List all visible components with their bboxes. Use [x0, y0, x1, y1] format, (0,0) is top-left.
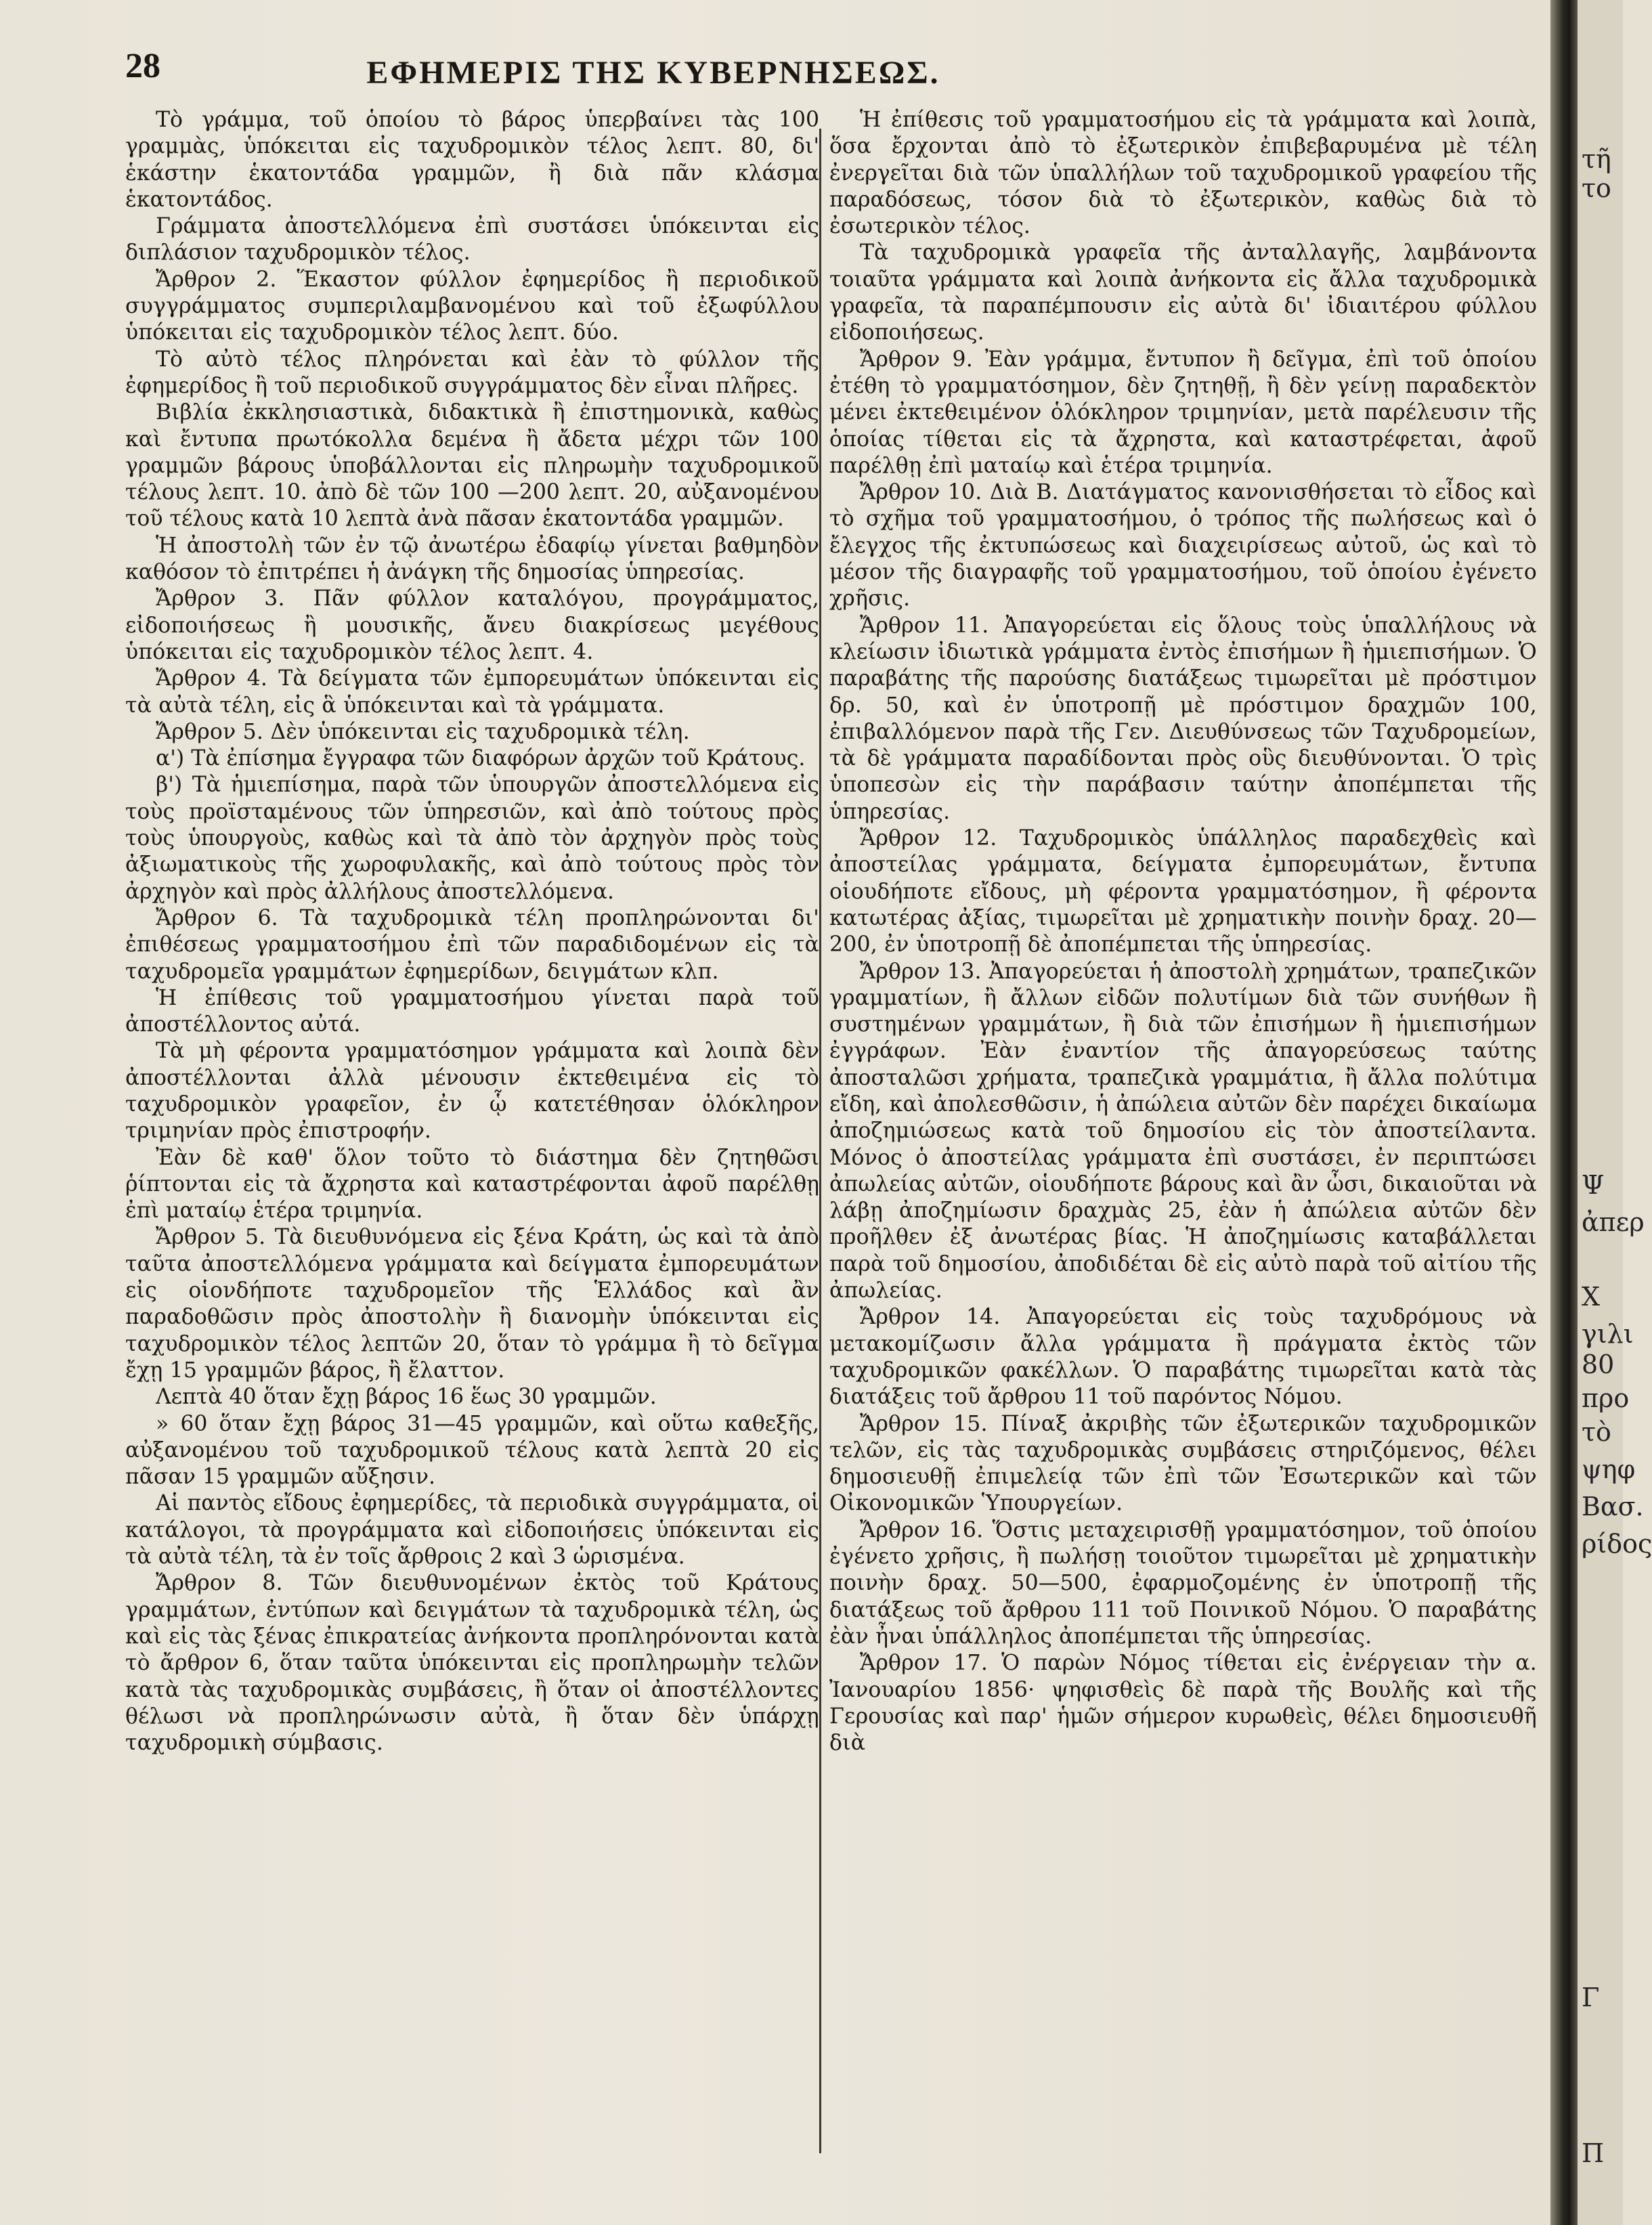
edge-fragment: τὸ [1582, 1417, 1611, 1447]
left-paragraph: Ἡ ἐπίθεσις τοῦ γραμματοσήμου γίνεται παρὰ τοῦ ἀποστέλλοντος αὐτά. [125, 985, 819, 1037]
article-17: Ἄρθρον 17. Ὁ παρὼν Νόμος τίθεται εἰς ἐνέργειαν τὴν α. Ἰανουαρίου 1856· ψηφισθεὶς δὲ παρὰ τῆς Βουλῆς καὶ τῆς Γερουσίας καὶ παρ' ἡμῶν σήμερον κυρωθεὶς, θέλει δημοσιευθῆ διὰ [829, 1651, 1537, 1756]
edge-fragment: Π [1582, 2138, 1605, 2168]
article-5: Ἄρθρον 5. Δὲν ὑπόκεινται εἰς ταχυδρομικὰ τέλη. [156, 719, 690, 744]
rate-line-60: » 60 ὅταν ἔχῃ βάρος 31—45 γραμμῶν, καὶ οὕτω καθεξῆς, αὐξανομένου τοῦ ταχυδρομικοῦ τέλους κατὰ λεπτὰ 20 εἰς πᾶσαν 15 γραμμῶν αὔξησιν. [125, 1411, 819, 1490]
edge-fragment: ἀπερ [1582, 1207, 1645, 1237]
article-13: Ἄρθρον 13. Ἀπαγορεύεται ἡ ἀποστολὴ χρημάτων, τραπεζικῶν γραμματίων, ἢ ἄλλων εἰδῶν πολυτίμων διὰ τῶν συνήθων ἢ συστημένων γραμμάτων, ἢ διὰ τῶν ἐπισήμων ἢ ἡμιεπισήμων ἐγγράφων. Ἐὰν ἐναντίον τῆς ἀπαγορεύσεως ταύτης ἀποσταλῶσι χρήματα, τραπεζικὰ γραμμάτια, ἢ ἄλλα πολύτιμα εἴδη, καὶ ἀπολεσθῶσιν, ἡ ἀπώλεια αὐτῶν δὲν παρέχει δικαίωμα ἀποζημιώσεως κατὰ τοῦ δημοσίου εἰς τὸν ἀποστείλαντα. Μόνος ὁ ἀποστείλας γράμματα ἐπὶ συστάσει, ἐν περιπτώσει ἀπωλείας αὐτῶν, οἱουδήποτε βάρους καὶ ἂν ὦσι, δικαιοῦται νὰ λάβῃ ἀποζημίωσιν δραχμὰς 25, ἐὰν ἡ ἀπώλεια αὐτῶν δὲν προῆλθεν ἐξ ἀνωτέρας βίας. Ἡ ἀποζημίωσις καταβάλλεται παρὰ τοῦ δημοσίου, ἀποδιδέται δὲ εἰς αὐτὸ παρὰ τοῦ αἰτίου τῆς ἀπωλείας. [829, 959, 1537, 1303]
edge-fragment: ρίδος [1582, 1529, 1652, 1559]
edge-fragment: τῆ [1582, 144, 1611, 174]
right-paragraph: Τὰ ταχυδρομικὰ γραφεῖα τῆς ἀνταλλαγῆς, λαμβάνοντα τοιαῦτα γράμματα καὶ λοιπὰ ἀνήκοντα εἰς ἄλλα ταχυδρομικὰ γραφεῖα, τὰ παραπέμπουσιν εἰς αὐτὰ δι' ἰδιαιτέρου φύλλου εἰδοποιήσεως. [829, 240, 1537, 345]
article-5-foreign: Ἄρθρον 5. Τὰ διευθυνόμενα εἰς ξένα Κράτη, ὡς καὶ τὰ ἀπὸ ταῦτα ἀποστελλόμενα γράμματα καὶ δείγματα ἐμπορευμάτων εἰς οἱονδήποτε ταχυδρομεῖον τῆς Ἑλλάδος καὶ ἂν παραδοθῶσιν πρὸς ἀποστολὴν ἢ διανομὴν ὑπόκεινται εἰς ταχυδρομικὸν τέλος λεπτῶν 20, ὅταν τὸ γράμμα ἢ τὸ δεῖγμα ἔχῃ 15 γραμμῶν βάρος, ἢ ἔλαττον. [125, 1225, 819, 1383]
edge-fragment: ψηφ [1582, 1454, 1636, 1484]
list-item-a: α') Τὰ ἐπίσημα ἔγγραφα τῶν διαφόρων ἀρχῶν τοῦ Κράτους. [156, 746, 806, 771]
edge-fragment: το [1582, 173, 1611, 203]
right-column [829, 107, 1537, 1756]
article-16: Ἄρθρον 16. Ὅστις μεταχειρισθῇ γραμματόσημον, τοῦ ὁποίου ἐγένετο χρῆσις, ἢ πωλήσῃ τοιοῦτον τιμωρεῖται μὲ χρηματικὴν ποινὴν δραχ. 50—500, ἐφαρμοζομένης ἐν ὑποτροπῇ τῆς διατάξεως τοῦ ἄρθρου 111 τοῦ Ποινικοῦ Νόμου. Ὁ παραβάτης ἐὰν ἦναι ὑπάλληλος ἀποπέμπεται τῆς ὑπηρεσίας. [829, 1517, 1537, 1649]
left-paragraph: Βιβλία ἐκκλησιαστικὰ, διδακτικὰ ἢ ἐπιστημονικὰ, καθὼς καὶ ἔντυπα πρωτόκολλα δεμένα ἢ ἄδετα μέχρι τῶν 100 γραμμῶν βάρους ὑποβάλλονται εἰς πληρωμὴν ταχυδρομικοῦ τέλους λεπτ. 10. ἀπὸ δὲ τῶν 100 —200 λεπτ. 20, αὐξανομένου τοῦ τέλους κατὰ 10 λεπτὰ ἀνὰ πᾶσαν ἑκατοντάδα γραμμῶν. [125, 400, 819, 532]
list-item-b: β') Τὰ ἡμιεπίσημα, παρὰ τῶν ὑπουργῶν ἀποστελλόμενα εἰς τοὺς προϊσταμένους τῶν ὑπηρεσιῶν, καὶ ἀπὸ τούτους πρὸς τοὺς ὑπουργοὺς, καθὼς καὶ τὰ ἀπὸ τὸν ἀρχηγὸν πρὸς τοὺς ἀξιωματικοὺς τῆς χωροφυλακῆς, καὶ ἀπὸ τούτους πρὸς τὸν ἀρχηγὸν καὶ πρὸς ἀλλήλους ἀποστελλόμενα. [125, 773, 819, 904]
article-8: Ἄρθρον 8. Τῶν διευθυνομένων ἐκτὸς τοῦ Κράτους γραμμάτων, ἐντύπων καὶ δειγμάτων τὰ ταχυδρομικὰ τέλη, ὡς καὶ εἰς τὰς ξένας ἐπικρατείας ἀνήκοντα προπληρόνονται κατὰ τὸ ἄρθρον 6, ὅταν ταῦτα ὑπόκεινται εἰς προπληρωμὴν τελῶν κατὰ τὰς ταχυδρομικὰς συμβάσεις, ἢ ὅταν οἱ ἀποστέλλοντες θέλωσι νὰ προπληρώνωσιν αὐτὰ, ἢ ὅταν δὲν ὑπάρχῃ ταχυδρομικὴ σύμβασις. [125, 1571, 819, 1756]
article-4: Ἄρθρον 4. Τὰ δείγματα τῶν ἐμπορευμάτων ὑπόκεινται εἰς τὰ αὐτὰ τέλη, εἰς ἃ ὑπόκεινται καὶ τὰ γράμματα. [125, 666, 819, 718]
article-9: Ἄρθρον 9. Ἐὰν γράμμα, ἔντυπον ἢ δεῖγμα, ἐπὶ τοῦ ὁποίου ἐτέθη τὸ γραμματόσημον, δὲν ζητηθῇ, ἢ δὲν γείνῃ παραδεκτὸν μένει ἐκτεθειμένον ὁλόκληρον τριμηνίαν, μετὰ παρέλευσιν τῆς ὁποίας τίθεται εἰς τὰ ἄχρηστα, καὶ καταστρέφεται, ἀφοῦ παρέλθῃ ἐπὶ ματαίῳ καὶ ἑτέρα τριμηνία. [829, 347, 1537, 478]
edge-fragment: Γ [1582, 1983, 1600, 2012]
left-paragraph: Ἐὰν δὲ καθ' ὅλον τοῦτο τὸ διάστημα δὲν ζητηθῶσι ῥίπτονται εἰς τὰ ἄχρηστα καὶ καταστρέφονται ἀφοῦ παρέλθῃ ἐπὶ ματαίῳ ἑτέρα τριμηνία. [125, 1145, 819, 1224]
edge-fragment: 80 [1582, 1349, 1615, 1379]
page-header [125, 46, 1181, 100]
article-2: Ἄρθρον 2. Ἕκαστον φύλλον ἐφημερίδος ἢ περιοδικοῦ συγγράμματος συμπεριλαμβανομένου καὶ τοῦ ἐξωφύλλου ὑπόκειται εἰς ταχυδρομικὸν τέλος λεπτ. δύο. [125, 267, 819, 345]
page-number: 28 [125, 47, 160, 85]
article-15: Ἄρθρον 15. Πίναξ ἀκριβὴς τῶν ἐξωτερικῶν ταχυδρομικῶν τελῶν, εἰς τὰς ταχυδρομικὰς συμβάσεις στηριζόμενος, θέλει δημοσιευθῇ ἐπιμελείᾳ τῶν ἐπὶ τῶν Ἐσωτερικῶν καὶ τῶν Οἰκονομικῶν Ὑπουργείων. [829, 1411, 1537, 1516]
column-divider [819, 129, 821, 2153]
right-paragraph: Ἡ ἐπίθεσις τοῦ γραμματοσήμου εἰς τὰ γράμματα καὶ λοιπὰ, ὅσα ἔρχονται ἀπὸ τὸ ἐξωτερικὸν ἐπιβεβαρυμένα μὲ τέλη ἐνεργεῖται διὰ τῶν ὑπαλλήλων τοῦ ταχυδρομικοῦ γραφείου τῆς παραδόσεως, τόσον διὰ τὸ ἐξωτερικὸν, καθὼς διὰ τὸ ἐσωτερικὸν τέλος. [829, 108, 1537, 239]
left-paragraph: Τὸ γράμμα, τοῦ ὁποίου τὸ βάρος ὑπερβαίνει τὰς 100 γραμμὰς, ὑπόκειται εἰς ταχυδρομικὸν τέλος λεπτ. 80, δι' ἑκάστην ἑκατοντάδα γραμμῶν, ἢ διὰ πᾶν κλάσμα ἑκατοντάδος. [125, 108, 819, 212]
left-paragraph: Γράμματα ἀποστελλόμενα ἐπὶ συστάσει ὑπόκεινται εἰς διπλάσιον ταχυδρομικὸν τέλος. [125, 214, 819, 265]
adjacent-page-edge [1578, 0, 1652, 2225]
edge-fragment: Βασ. [1582, 1492, 1644, 1521]
edge-fragment: Χ [1582, 1282, 1601, 1312]
article-11: Ἄρθρον 11. Ἀπαγορεύεται εἰς ὅλους τοὺς ὑπαλλήλους νὰ κλείωσιν ἰδιωτικὰ γράμματα ἐντὸς ἐπισήμων ἢ ἡμιεπισήμων. Ὁ παραβάτης τῆς παρούσης διατάξεως τιμωρεῖται μὲ πρόστιμον δρ. 50, καὶ ἐν ὑποτροπῇ μὲ πρόστιμον δραχμῶν 100, ἐπιβαλλόμενον παρὰ τῆς Γεν. Διευθύνσεως τῶν Ταχυδρομείων, τὰ δὲ γράμματα παραδίδονται πρὸς οὓς διευθύνονται. Ὁ τρὶς ὑποπεσὼν εἰς τὴν παράβασιν ταύτην ἀποπέμπεται τῆς ὑπηρεσίας. [829, 613, 1537, 824]
article-3: Ἄρθρον 3. Πᾶν φύλλον καταλόγου, προγράμματος, εἰδοποιήσεως ἢ μουσικῆς, ἄνευ διακρίσεως μεγέθους ὑπόκειται εἰς ταχυδρομικὸν τέλος λεπτ. 4. [125, 586, 819, 664]
edge-fragment: προ [1582, 1383, 1630, 1413]
left-paragraph: Τὸ αὐτὸ τέλος πληρόνεται καὶ ἐὰν τὸ φύλλον τῆς ἐφημερίδος ἢ τοῦ περιοδικοῦ συγγράμματος δὲν εἶναι πλῆρες. [125, 347, 819, 398]
masthead-title: ΕΦΗΜΕΡΙΣ ΤΗΣ ΚΥΒΕΡΝΗΣΕΩΣ. [366, 55, 940, 91]
book-gutter [1550, 0, 1578, 2225]
left-paragraph: Αἱ παντὸς εἴδους ἐφημερίδες, τὰ περιοδικὰ συγγράμματα, οἱ κατάλογοι, τὰ προγράμματα καὶ εἰδοποιήσεις ὑπόκεινται εἰς τὰ αὐτὰ τέλη, τὰ ἐν τοῖς ἄρθροις 2 καὶ 3 ὡρισμένα. [125, 1491, 819, 1570]
left-column [125, 107, 819, 1756]
left-paragraph: Τὰ μὴ φέροντα γραμματόσημον γράμματα καὶ λοιπὰ δὲν ἀποστέλλονται ἀλλὰ μένουσιν ἐκτεθειμένα εἰς τὸ ταχυδρομικὸν γραφεῖον, ἐν ᾧ κατετέθησαν ὁλόκληρον τριμηνίαν πρὸς ἐπιστροφήν. [125, 1039, 819, 1144]
article-14: Ἄρθρον 14. Ἀπαγορεύεται εἰς τοὺς ταχυδρόμους νὰ μετακομίζωσιν ἄλλα γράμματα ἢ πράγματα ἐκτὸς τῶν ταχυδρομικῶν φακέλλων. Ὁ παραβάτης τιμωρεῖται κατὰ τὰς διατάξεις τοῦ ἄρθρου 11 τοῦ παρόντος Νόμου. [829, 1305, 1537, 1410]
rate-line-40: Λεπτὰ 40 ὅταν ἔχῃ βάρος 16 ἕως 30 γραμμῶν. [156, 1385, 657, 1410]
article-6: Ἄρθρον 6. Τὰ ταχυδρομικὰ τέλη προπληρώνονται δι' ἐπιθέσεως γραμματοσήμου ἐπὶ τῶν παραδιδομένων εἰς τὰ ταχυδρομεῖα γραμμάτων ἐφημερίδων, δειγμάτων κλπ. [125, 905, 819, 984]
left-paragraph: Ἡ ἀποστολὴ τῶν ἐν τῷ ἀνωτέρω ἐδαφίῳ γίνεται βαθμηδὸν καθόσον τὸ ἐπιτρέπει ἡ ἀνάγκη τῆς δημοσίας ὑπηρεσίας. [125, 533, 819, 585]
article-12: Ἄρθρον 12. Ταχυδρομικὸς ὑπάλληλος παραδεχθεὶς καὶ ἀποστείλας γράμματα, δείγματα ἐμπορευμάτων, ἔντυπα οἱουδήποτε εἴδους, μὴ φέροντα γραμματόσημον, ἢ φέροντα κατωτέρας ἀξίας, τιμωρεῖται μὲ χρηματικὴν ποινὴν δραχ. 20—200, ἐν ὑποτροπῇ δὲ ἀποπέμπεται τῆς ὑπηρεσίας. [829, 826, 1537, 957]
edge-fragment: γιλι [1582, 1319, 1634, 1349]
edge-fragment: Ψ [1582, 1170, 1605, 1200]
article-10: Ἄρθρον 10. Διὰ Β. Διατάγματος κανονισθήσεται τὸ εἶδος καὶ τὸ σχῆμα τοῦ γραμματοσήμου, ὁ τρόπος τῆς πωλήσεως καὶ ὁ ἔλεγχος τῆς ἐκτυπώσεως καὶ διαχειρίσεως αὐτοῦ, ὡς καὶ τὸ μέσον τῆς διαγραφῆς τοῦ γραμματοσήμου, τοῦ ὁποίου ἐγένετο χρῆσις. [829, 480, 1537, 611]
